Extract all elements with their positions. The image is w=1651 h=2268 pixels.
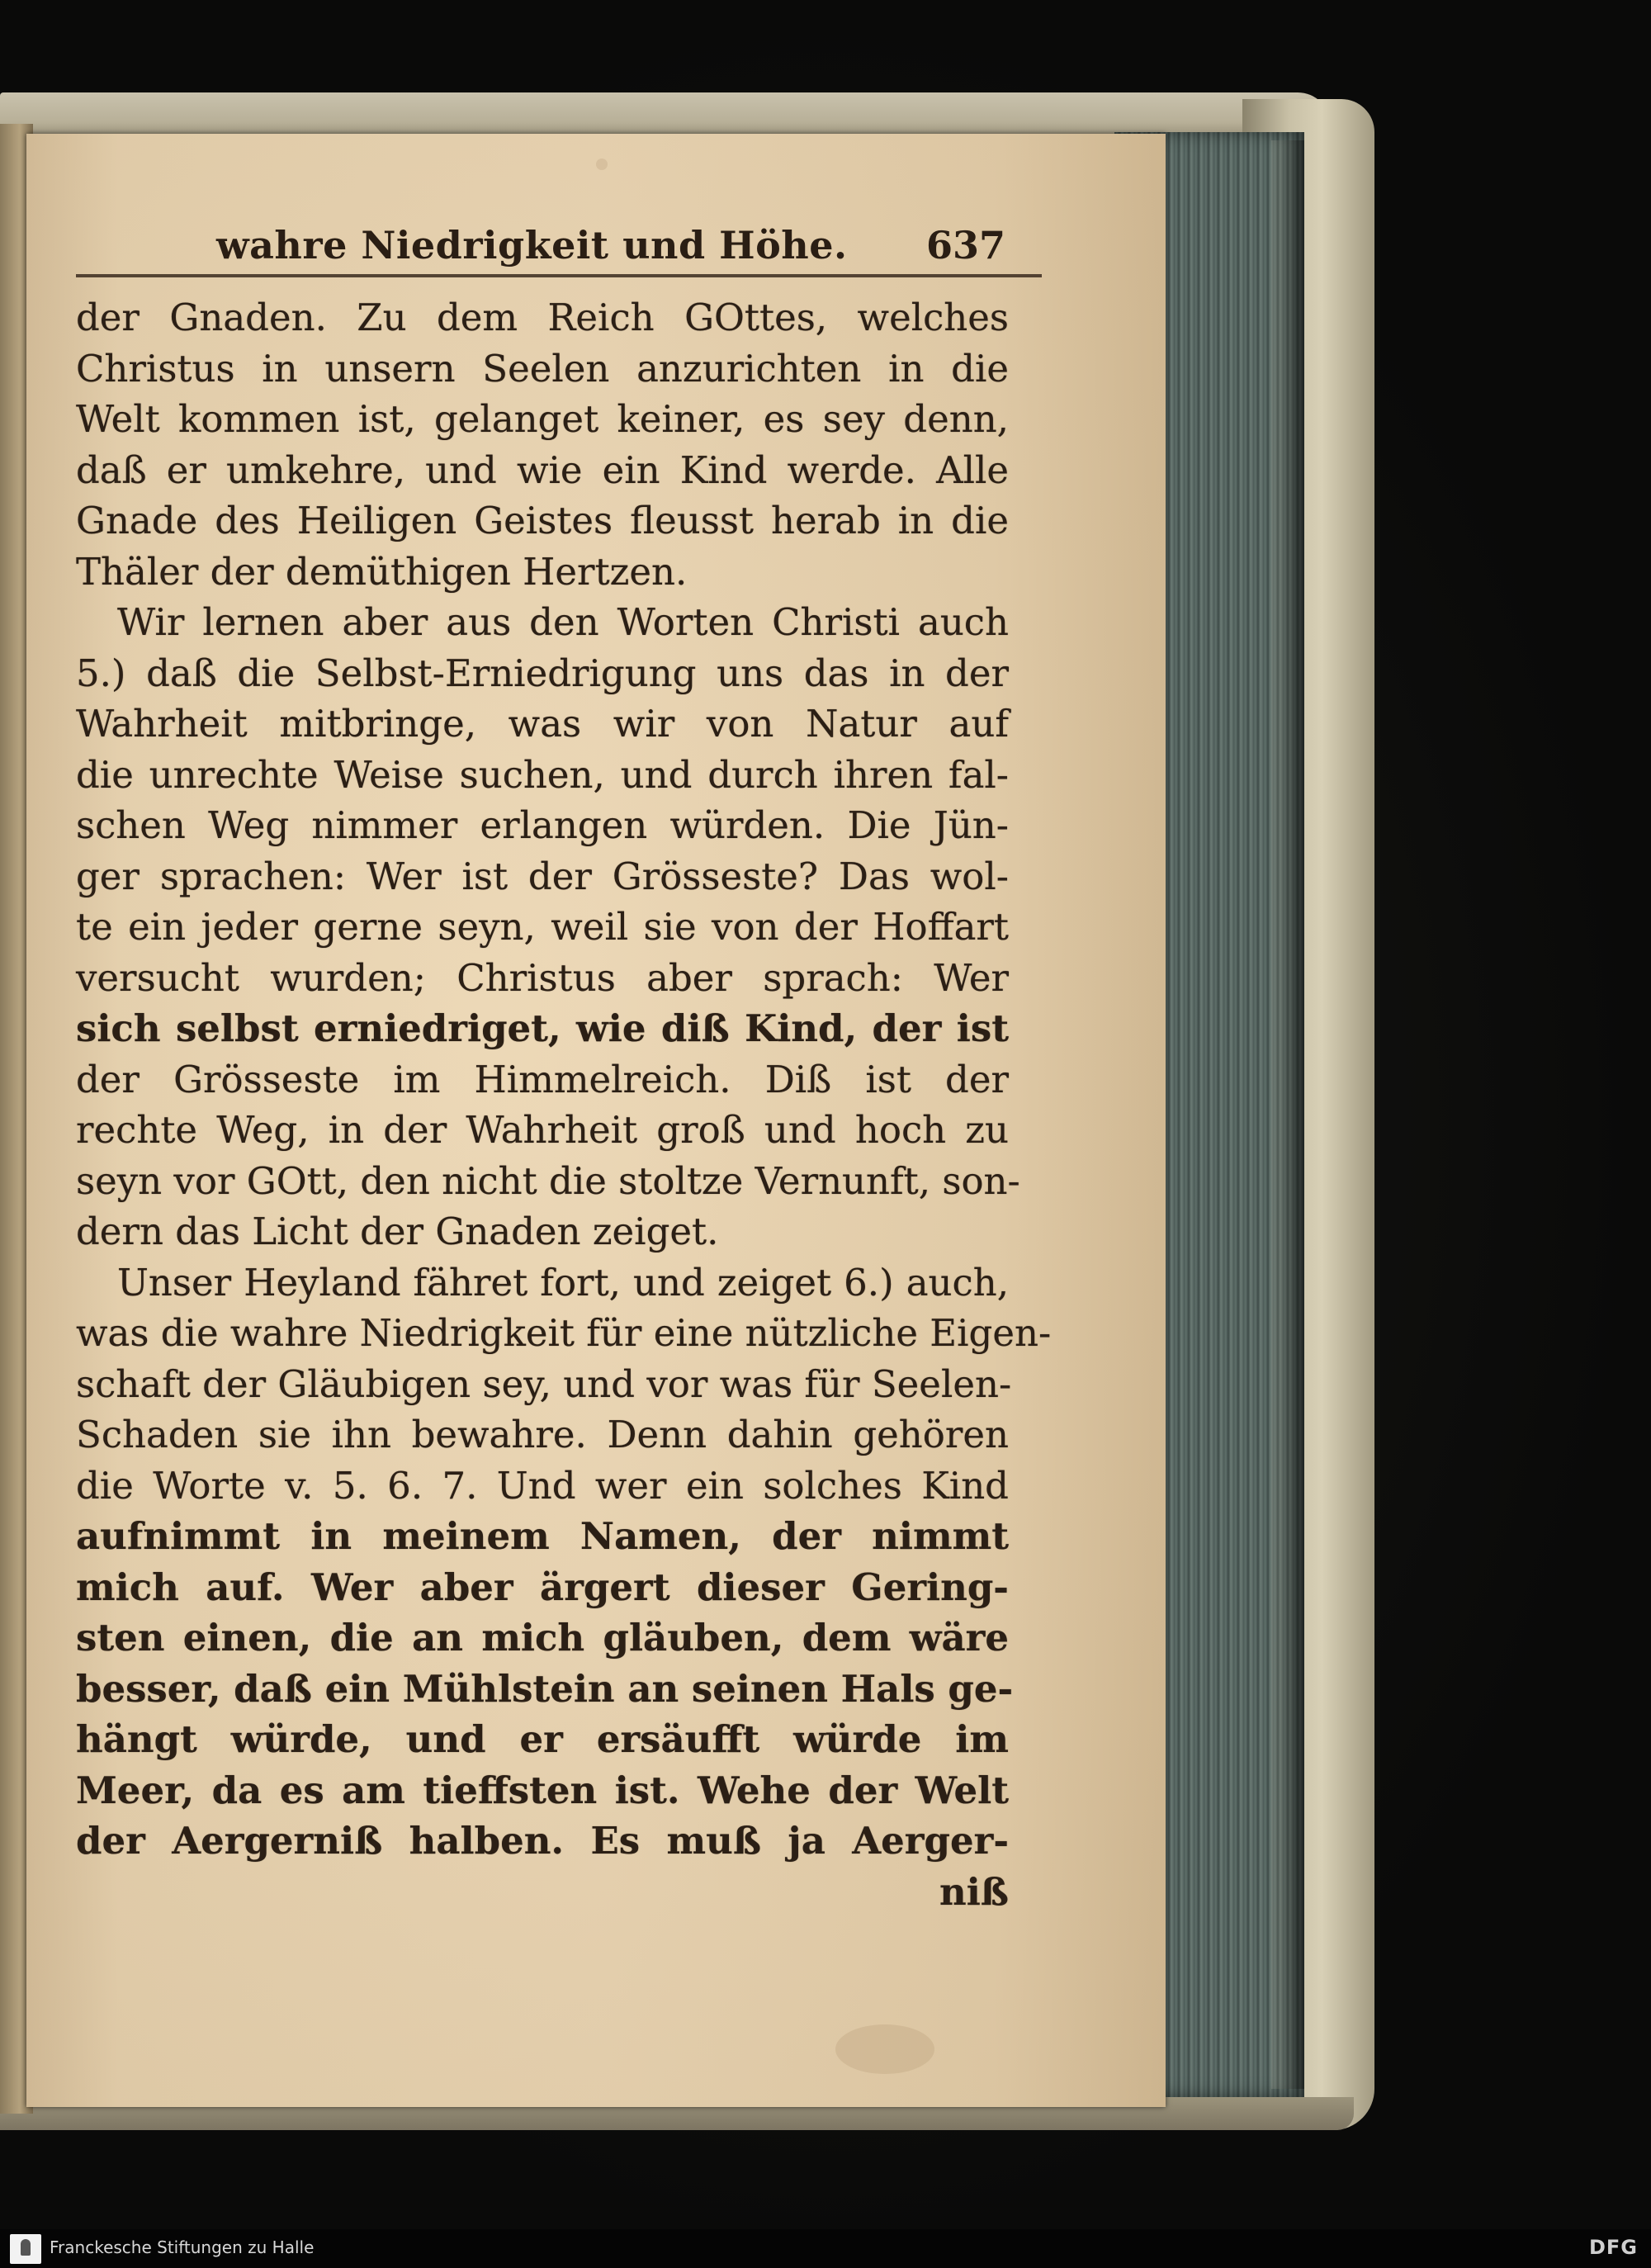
text-line: Schaden sie ihn bewahre. Denn dahin gehören: [76, 1413, 1009, 1456]
text-line: schen Weg nimmer erlangen würden. Die Jün-: [76, 803, 1009, 847]
text-line: ger sprachen: Wer ist der Grösseste? Das wol-: [76, 854, 1009, 898]
running-head: wahre Niedrigkeit und Höhe.: [216, 223, 848, 268]
body-text: [76, 292, 1052, 1917]
text-line: der Grösseste im Himmelreich. Diß ist der: [76, 1057, 1009, 1101]
text-line: Christus in unsern Seelen anzurichten in die: [76, 346, 1009, 391]
text-line: dern das Licht der Gnaden zeiget.: [76, 1210, 719, 1253]
text-line: seyn vor GOtt, den nicht die stoltze Vernunft, son-: [76, 1158, 1020, 1203]
header-rule: [76, 274, 1042, 277]
catchword: niß: [939, 1869, 1009, 1914]
page-number: 637: [926, 223, 1006, 268]
text-line: mich auf. Wer aber ärgert dieser Gering-: [76, 1565, 1009, 1609]
book-page: [26, 134, 1166, 2107]
text-line: der Aergerniß halben. Es muß ja Aerger-: [76, 1819, 1009, 1863]
text-line: Wahrheit mitbringe, was wir von Natur auf: [76, 702, 1009, 746]
paper-spot: [596, 159, 608, 170]
page-content: [76, 216, 1052, 1917]
text-line: te ein jeder gerne seyn, weil sie von der Hoffart: [76, 905, 1009, 949]
page-header: [76, 216, 1017, 279]
text-line: Meer, da es am tieffsten ist. Wehe der Welt: [76, 1768, 1009, 1812]
text-line: sten einen, die an mich gläuben, dem wäre: [76, 1616, 1009, 1660]
text-line: besser, daß ein Mühlstein an seinen Hals ge-: [76, 1666, 1014, 1711]
text-line: Gnade des Heiligen Geistes fleusst herab in die: [76, 499, 1009, 542]
text-line: rechte Weg, in der Wahrheit groß und hoch zu: [76, 1108, 1009, 1152]
text-line: schaft der Gläubigen sey, und vor was für Seelen-: [76, 1361, 1012, 1406]
funder-logo: DFG: [1588, 2236, 1638, 2259]
text-line: was die wahre Niedrigkeit für eine nützliche Eigen-: [76, 1311, 1052, 1355]
text-line: daß er umkehre, und wie ein Kind werde. Alle: [76, 447, 1009, 492]
text-line: sich selbst erniedriget, wie diß Kind, der ist: [76, 1006, 1009, 1050]
text-line: Welt kommen ist, gelanget keiner, es sey denn,: [76, 397, 1009, 441]
text-line: Unser Heyland fähret fort, und zeiget 6.) auch,: [117, 1260, 1009, 1304]
text-line: die Worte v. 5. 6. 7. Und wer ein solches Kind: [76, 1463, 1009, 1508]
text-line: der Gnaden. Zu dem Reich GOttes, welches: [76, 296, 1009, 339]
text-line: Thäler der demüthigen Hertzen.: [76, 549, 688, 594]
fore-edge-highlight: [1271, 140, 1304, 2089]
viewer-footer: [0, 2229, 1651, 2268]
text-line: 5.) daß die Selbst-Erniedrigung uns das in der: [76, 651, 1009, 695]
text-line: hängt würde, und er ersäufft würde im: [76, 1717, 1009, 1761]
paper-stain: [835, 2024, 934, 2074]
text-line: die unrechte Weise suchen, und durch ihren fal-: [76, 752, 1009, 797]
institution-name: Franckesche Stiftungen zu Halle: [50, 2237, 315, 2257]
text-line: Wir lernen aber aus den Worten Christi auch: [117, 600, 1009, 644]
text-line: aufnimmt in meinem Namen, der nimmt: [76, 1514, 1009, 1558]
text-line: versucht wurden; Christus aber sprach: Wer: [76, 955, 1009, 1000]
institution-logo-icon: [10, 2234, 41, 2264]
